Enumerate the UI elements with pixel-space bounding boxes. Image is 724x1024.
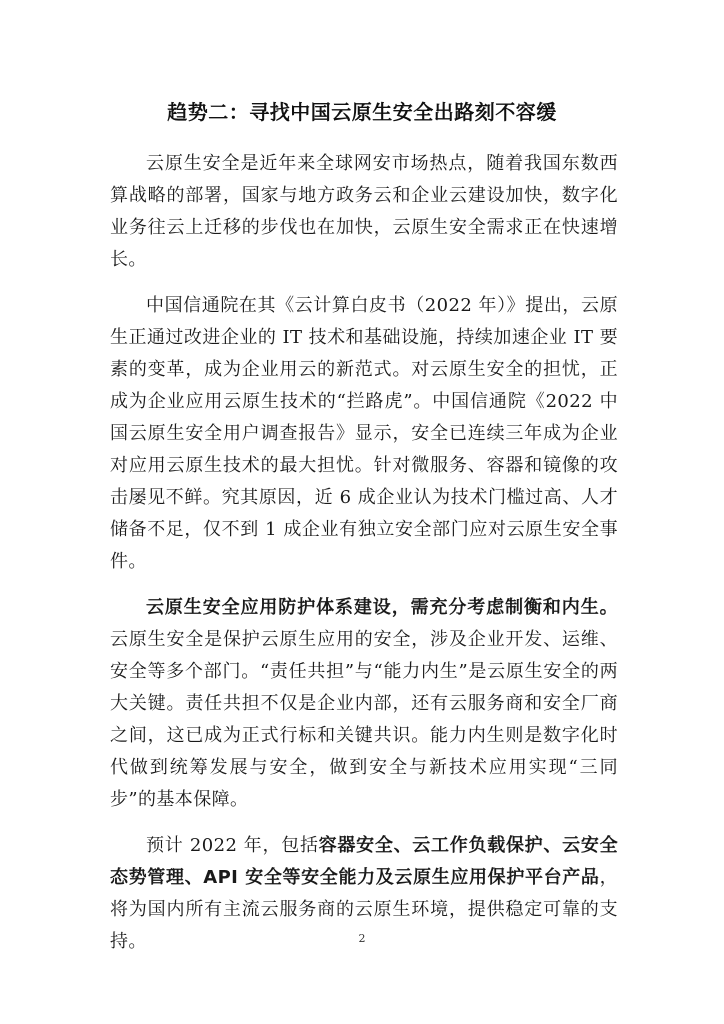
paragraph-4-text-start: 预计 2022 年，包括 <box>146 835 319 856</box>
paragraph-4-text-end: ，将为国内所有主流云服务商的云原生环境，提供稳定可靠的支持。 <box>110 867 618 952</box>
document-body <box>110 148 618 972</box>
paragraph-1 <box>110 148 618 276</box>
paragraph-2-text: 中国信通院在其《云计算白皮书（2022 年）》提出，云原生正通过改进企业的 IT 技术和基础设施，持续加速企业 IT 要素的变革，成为企业用云的新范式。对云原生安全的担忧，正成为企业应用云原生技术的“拦路虎”。中国信通院《2022 中国云原生安全用户调查报告》显示，安全已连续三年成为企业对应用云原生技术的最大担忧。针对微服务、容器和镜像的攻击屡见不鲜。究其原因，近 6 成企业认为技术门槛过高、人才储备不足，仅不到 1 成企业有独立安全部门应对云原生安全事件。 <box>110 295 618 572</box>
paragraph-2 <box>110 290 618 578</box>
page-number: 2 <box>358 932 366 945</box>
paragraph-1-text: 云原生安全是近年来全球网安市场热点，随着我国东数西算战略的部署，国家与地方政务云和企业云建设加快，数字化业务往云上迁移的步伐也在加快，云原生安全需求正在快速增长。 <box>110 153 618 270</box>
page-title: 趋势二：寻找中国云原生安全出路刻不容缓 <box>167 100 557 124</box>
paragraph-3-text: 云原生安全是保护云原生应用的安全，涉及企业开发、运维、安全等多个部门。“责任共担”与“能力内生”是云原生安全的两大关键。责任共担不仅是企业内部，还有云服务商和安全厂商之间，这已成为正式行标和关键共识。能力内生则是数字化时代做到统筹发展与安全，做到安全与新技术应用实现“三同步”的基本保障。 <box>110 629 618 810</box>
paragraph-4-bold-products: 容器安全、云工作负载保护、云安全态势管理、API 安全等安全能力及云原生应用保护平台产品 <box>110 835 618 888</box>
paragraph-3-bold-lead: 云原生安全应用防护体系建设，需充分考虑制衡和内生。 <box>146 597 618 618</box>
paragraph-3 <box>110 592 618 816</box>
